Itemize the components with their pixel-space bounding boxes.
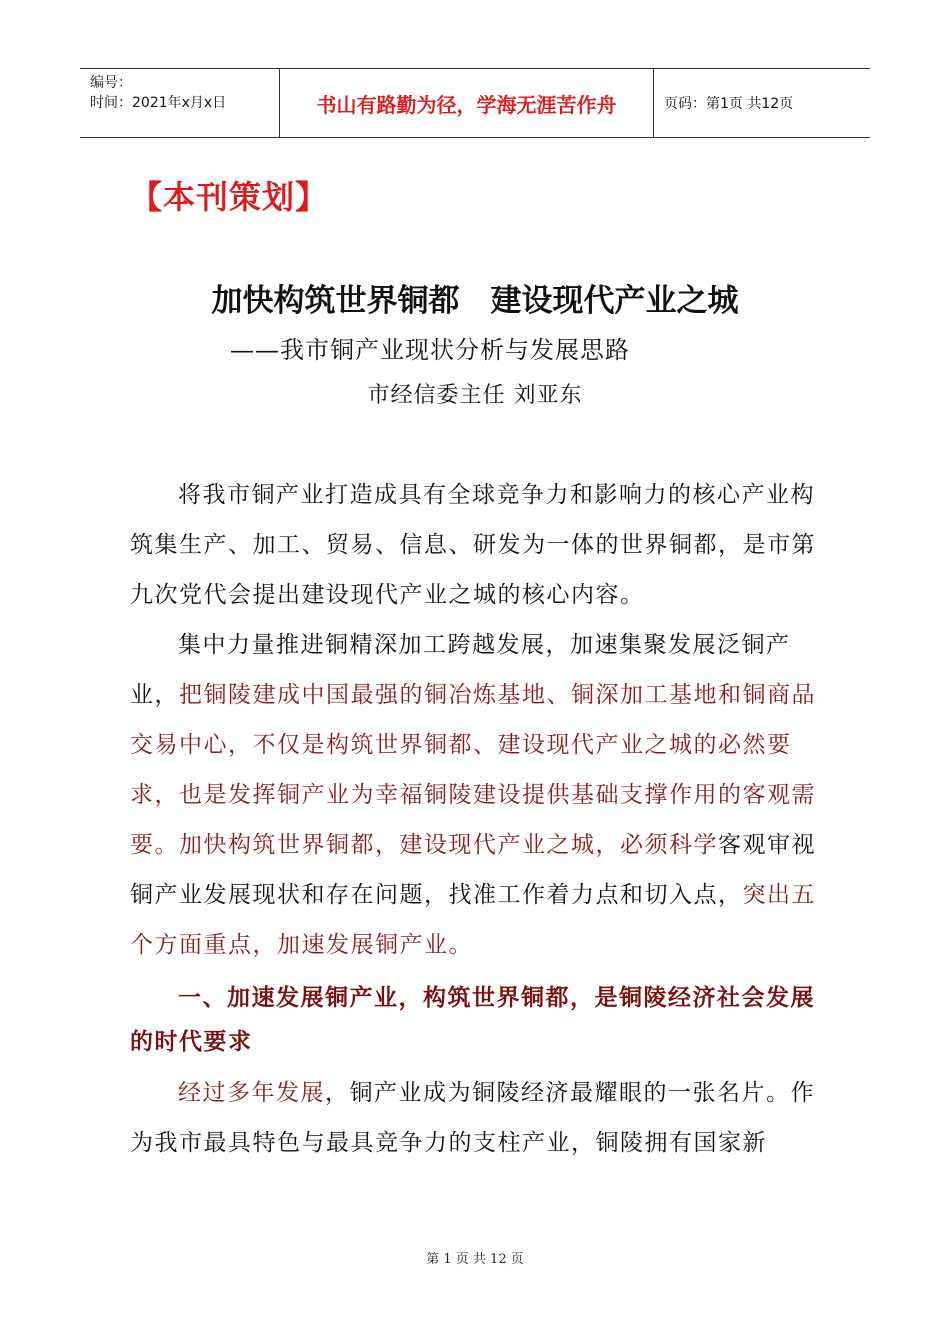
article-title: 加快构筑世界铜都 建设现代产业之城 — [211, 283, 739, 319]
paragraph-2-highlight: 把铜陵建成中国最强的铜冶炼基地、铜深加工基地和铜商品交易中心，不仅是构筑世界铜都、建设现代产业之城的必然要求，也是发挥铜产业为幸福铜陵建设提供基础支撑作用的客观需要。加快构筑世界铜都，建设现代产业之城，必须科学 — [130, 682, 816, 858]
paragraph-3-rest: ，铜产业成为铜陵经济最耀眼的一张名片。作为我市最具特色与最具竞争力的支柱产业，铜陵拥有国家新 — [130, 1080, 815, 1156]
article-body — [130, 470, 830, 1168]
header-page-info: 页码：第1页 共12页 — [664, 96, 794, 112]
paragraph-2-part-d: 突出五个方面重点，加速发展铜产业。 — [130, 882, 816, 958]
section-heading-1: 一、加速发展铜产业，构筑世界铜都，是铜陵经济社会发展的时代要求 — [130, 985, 815, 1055]
paragraph-2-part-c: 客观审视铜产业发展现状和存在问题，找准工作着力点和切入点， — [130, 832, 816, 908]
page-footer: 第 1 页 共 12 页 — [426, 1252, 524, 1267]
header-motto: 书山有路勤为径，学海无涯苦作舟 — [280, 69, 654, 137]
header-meta-cell — [80, 69, 280, 137]
paragraph-2 — [130, 620, 830, 970]
paragraph-3-lead: 经过多年发展 — [178, 1080, 325, 1106]
paragraph-2-part-a: 集中力量推进铜精深加工跨越发展，加速集聚发展泛铜产业， — [130, 632, 791, 708]
document-time-label: 时间：2021年x月x日 — [90, 95, 227, 111]
article-author: 市经信委主任 刘亚东 — [367, 383, 583, 408]
header-table — [80, 68, 870, 138]
document-number-label: 编号： — [90, 75, 132, 91]
paragraph-3 — [130, 1068, 830, 1168]
paragraph-1: 将我市铜产业打造成具有全球竞争力和影响力的核心产业构筑集生产、加工、贸易、信息、研发为一体的世界铜都，是市第九次党代会提出建设现代产业之城的核心内容。 — [130, 482, 816, 608]
article-subtitle: ——我市铜产业现状分析与发展思路 — [230, 336, 630, 364]
section-tag: 【本刊策划】 — [130, 178, 329, 216]
